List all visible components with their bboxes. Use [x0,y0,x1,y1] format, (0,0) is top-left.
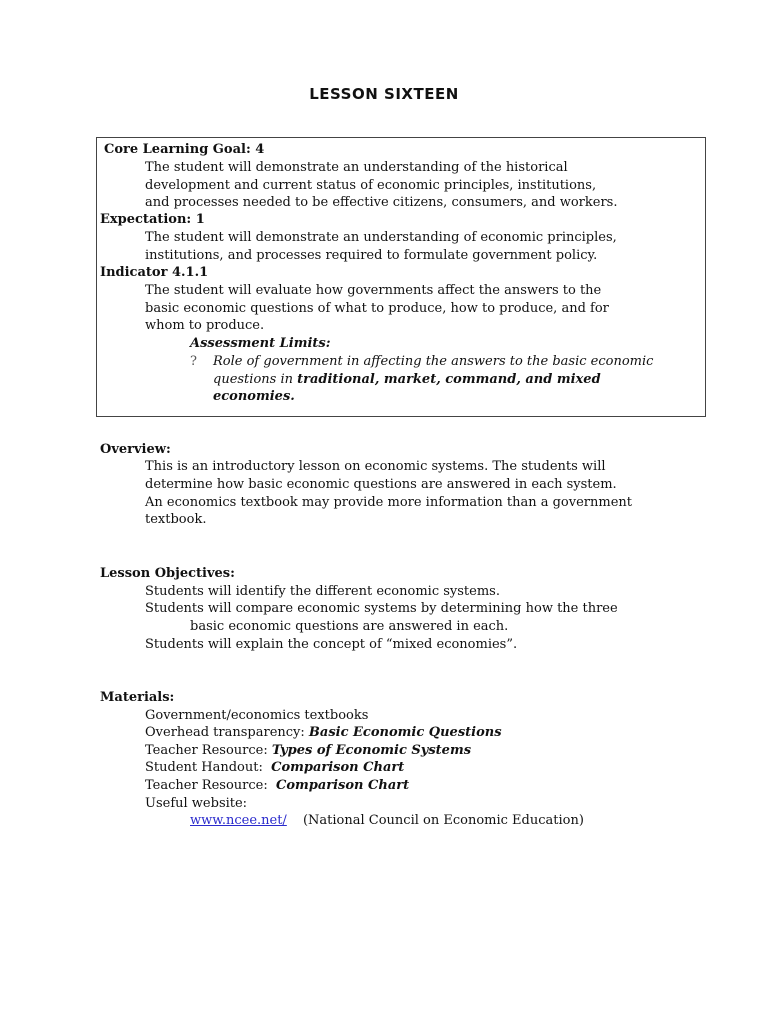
objective-item: Students will compare economic systems by determining how the three [145,601,618,616]
core-goal-label: Core Learning Goal: 4 [104,142,265,157]
objective-item: Students will explain the concept of “mixed economies”. [145,637,518,652]
lesson-title: LESSON SIXTEEN [309,85,459,103]
objective-item: Students will identify the different economic systems. [145,584,500,599]
overview-text: This is an introductory lesson on economic systems. The students will [145,459,606,474]
overview-heading: Overview: [100,442,171,457]
assessment-limit-text: Role of government in affecting the answers to the basic economic [213,354,654,369]
material-item: Government/economics textbooks [145,708,369,723]
overview-text: textbook. [145,512,207,527]
materials-heading: Materials: [100,690,175,705]
core-goal-text: The student will demonstrate an understanding of the historical [145,160,568,175]
material-label: Student Handout: [145,760,272,775]
indicator-text: basic economic questions of what to produce, how to produce, and for [145,301,609,316]
ncee-website-link[interactable]: www.ncee.net/ [190,813,287,828]
material-title: Comparison Chart [271,760,405,775]
economy-types: traditional, market, command, and mixed [297,372,601,387]
core-goal-text: development and current status of economic principles, institutions, [145,178,597,193]
assessment-limit-text: questions in [213,372,298,387]
economy-types: economies. [213,389,295,404]
objective-item: basic economic questions are answered in each. [190,619,509,634]
material-item: Useful website: [145,796,248,811]
expectation-label: Expectation: 1 [100,212,205,227]
material-title: Basic Economic Questions [308,725,502,740]
overview-text: determine how basic economic questions are answered in each system. [145,477,617,492]
indicator-text: The student will evaluate how governments affect the answers to the [145,283,602,298]
link-note: (National Council on Economic Education) [302,813,584,828]
material-title: Comparison Chart [275,778,410,793]
indicator-text: whom to produce. [145,318,265,333]
indicator-label: Indicator 4.1.1 [100,265,209,280]
overview-text: An economics textbook may provide more information than a government [145,495,632,510]
material-label: Teacher Resource: [145,743,272,758]
material-label: Teacher Resource: [145,778,276,793]
core-goal-text: and processes needed to be effective citizens, consumers, and workers. [145,195,618,210]
material-label: Overhead transparency: [145,725,309,740]
bullet-icon: ? [190,354,197,369]
assessment-limits-label: Assessment Limits: [190,336,331,351]
objectives-heading: Lesson Objectives: [100,566,235,581]
expectation-text: institutions, and processes required to formulate government policy. [145,248,598,263]
expectation-text: The student will demonstrate an understanding of economic principles, [145,230,617,245]
material-title: Types of Economic Systems [271,743,472,758]
